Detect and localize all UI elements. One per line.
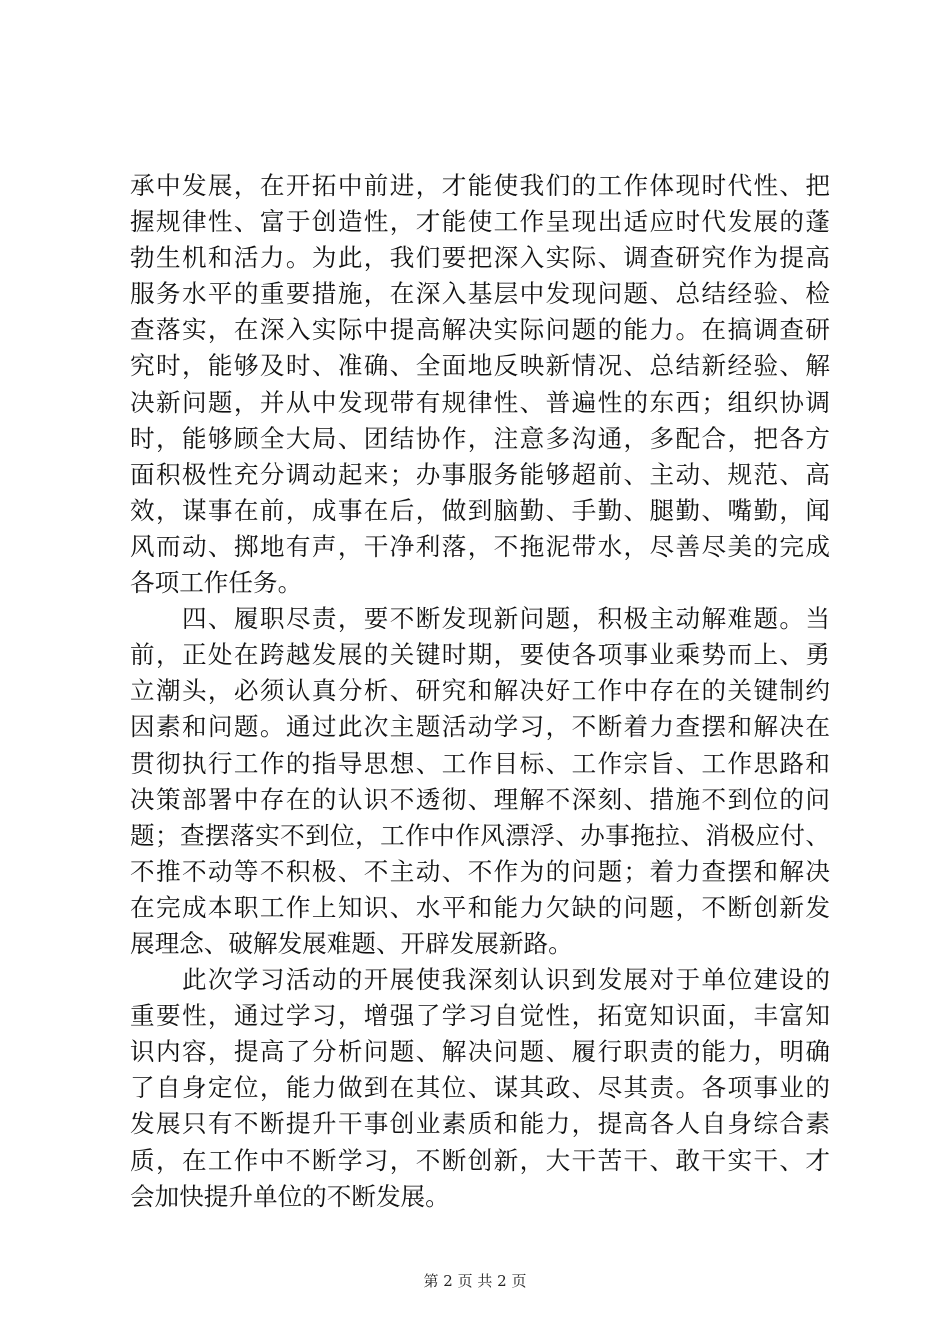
text-line: 质，在工作中不断学习，不断创新，大干苦干、敢干实干、才 [130, 1145, 830, 1175]
text-line: 握规律性、富于创造性，才能使工作呈现出适应时代发展的蓬 [130, 207, 830, 237]
text-line: 不推不动等不积极、不主动、不作为的问题；着力查摆和解决 [130, 856, 830, 886]
text-line: 立潮头，必须认真分析、研究和解决好工作中存在的关键制约 [130, 676, 830, 706]
text-line: 在完成本职工作上知识、水平和能力欠缺的问题，不断创新发 [130, 892, 830, 922]
text-line: 识内容，提高了分析问题、解决问题、履行职责的能力，明确 [130, 1037, 830, 1067]
text-line: 此次学习活动的开展使我深刻认识到发展对于单位建设的 [130, 965, 830, 995]
text-line: 究时，能够及时、准确、全面地反映新情况、总结新经验、解 [130, 351, 830, 381]
text-line: 服务水平的重要措施，在深入基层中发现问题、总结经验、检 [130, 279, 830, 309]
text-line: 承中发展，在开拓中前进，才能使我们的工作体现时代性、把 [130, 171, 830, 200]
text-line: 重要性，通过学习，增强了学习自觉性，拓宽知识面，丰富知 [130, 1001, 830, 1031]
text-line: 决新问题，并从中发现带有规律性、普遍性的东西；组织协调 [130, 387, 830, 417]
text-line: 查落实，在深入实际中提高解决实际问题的能力。在搞调查研 [130, 315, 830, 345]
text-line: 风而动、掷地有声，干净利落，不拖泥带水，尽善尽美的完成 [130, 531, 830, 561]
text-line: 勃生机和活力。为此，我们要把深入实际、调查研究作为提高 [130, 243, 830, 273]
text-line: 决策部署中存在的认识不透彻、理解不深刻、措施不到位的问 [130, 784, 830, 814]
text-line: 会加快提升单位的不断发展。 [130, 1181, 450, 1211]
text-line: 各项工作任务。 [130, 568, 303, 598]
page-number-footer: 第 2 页 共 2 页 [423, 1272, 527, 1290]
text-line: 题；查摆落实不到位，工作中作风漂浮、办事拖拉、消极应付、 [130, 820, 830, 850]
text-line: 贯彻执行工作的指导思想、工作目标、工作宗旨、工作思路和 [130, 748, 830, 778]
text-line: 展理念、破解发展难题、开辟发展新路。 [130, 928, 573, 958]
text-line: 效，谋事在前，成事在后，做到脑勤、手勤、腿勤、嘴勤，闻 [130, 495, 830, 525]
text-line: 时，能够顾全大局、团结协作，注意多沟通，多配合，把各方 [130, 423, 830, 453]
text-line: 了自身定位，能力做到在其位、谋其政、尽其责。各项事业的 [130, 1073, 830, 1103]
text-line: 发展只有不断提升干事创业素质和能力，提高各人自身综合素 [130, 1109, 830, 1139]
body-text [130, 168, 830, 1215]
text-line: 前，正处在跨越发展的关键时期，要使各项事业乘势而上、勇 [130, 640, 830, 670]
text-line: 四、履职尽责，要不断发现新问题，积极主动解难题。当 [130, 604, 830, 634]
text-line: 因素和问题。通过此次主题活动学习，不断着力查摆和解决在 [130, 712, 830, 742]
text-line: 面积极性充分调动起来；办事服务能够超前、主动、规范、高 [130, 459, 830, 489]
